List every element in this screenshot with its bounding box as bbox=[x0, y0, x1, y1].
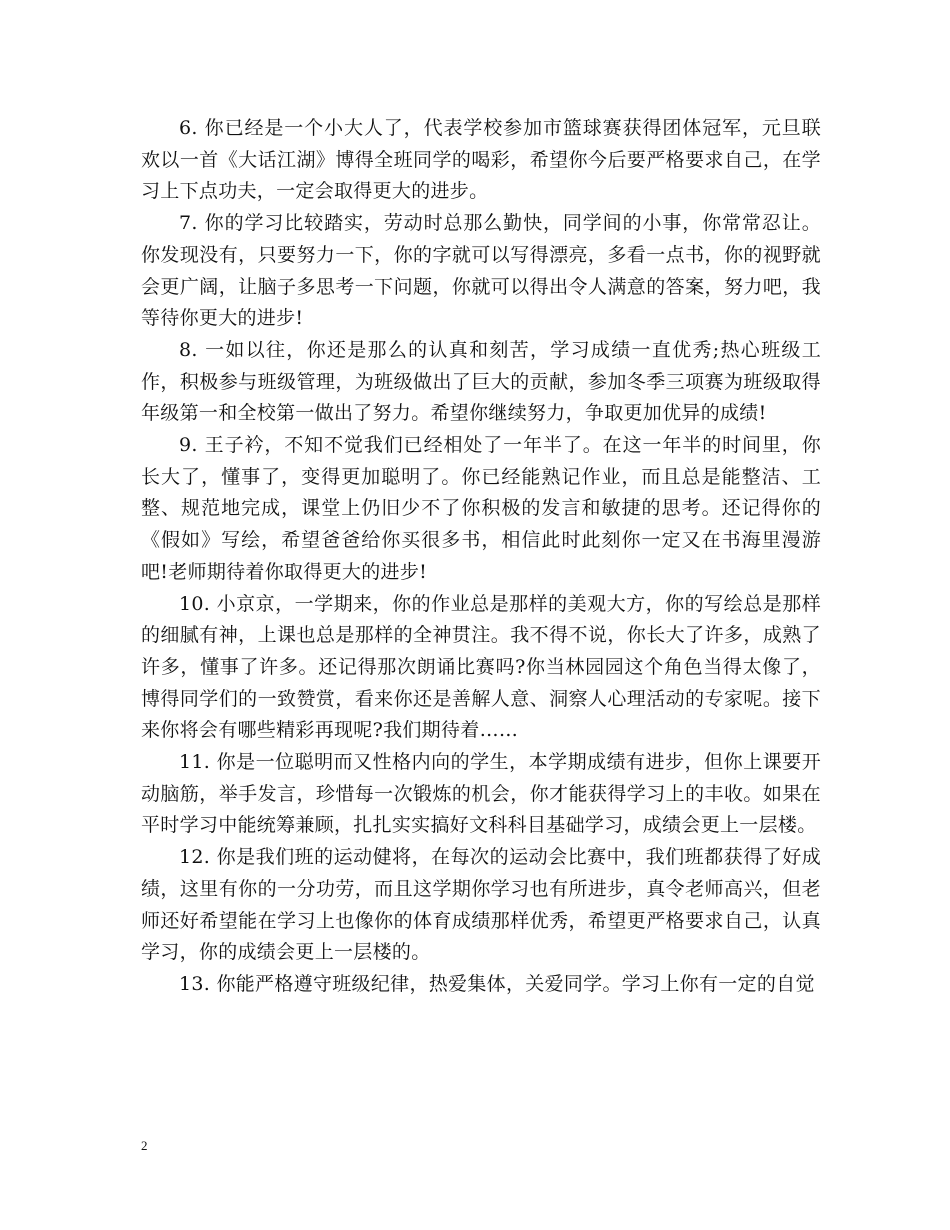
page-number: 2 bbox=[141, 1138, 148, 1153]
document-body bbox=[141, 113, 821, 1001]
comment-paragraph-8: 8. 一如以往，你还是那么的认真和刻苦，学习成绩一直优秀;热心班级工作，积极参与班级管理，为班级做出了巨大的贡献，参加冬季三项赛为班级取得年级第一和全校第一做出了努力。希望你继续努力，争取更加优异的成绩! bbox=[141, 338, 821, 425]
comment-paragraph-7: 7. 你的学习比较踏实，劳动时总那么勤快，同学间的小事，你常常忍让。你发现没有，只要努力一下，你的字就可以写得漂亮，多看一点书，你的视野就会更广阔，让脑子多思考一下问题，你就可以得出令人满意的答案，努力吧，我等待你更大的进步! bbox=[141, 212, 821, 330]
comment-paragraph-10: 10. 小京京，一学期来，你的作业总是那样的美观大方，你的写绘总是那样的细腻有神，上课也总是那样的全神贯注。我不得不说，你长大了许多，成熟了许多，懂事了许多。还记得那次朗诵比赛吗?你当林园园这个角色当得太像了，博得同学们的一致赞赏，看来你还是善解人意、洞察人心理活动的专家呢。接下来你将会有哪些精彩再现呢?我们期待着…… bbox=[141, 592, 821, 742]
comment-paragraph-13: 13. 你能严格遵守班级纪律，热爱集体，关爱同学。学习上你有一定的自觉 bbox=[179, 972, 815, 995]
comment-paragraph-12: 12. 你是我们班的运动健将，在每次的运动会比赛中，我们班都获得了好成绩，这里有你的一分功劳，而且这学期你学习也有所进步，真令老师高兴，但老师还好希望能在学习上也像你的体育成绩那样优秀，希望更严格要求自己，认真学习，你的成绩会更上一层楼的。 bbox=[141, 846, 821, 964]
comment-paragraph-9: 9. 王子衿，不知不觉我们已经相处了一年半了。在这一年半的时间里，你长大了，懂事了，变得更加聪明了。你已经能熟记作业，而且总是能整洁、工整、规范地完成，课堂上仍旧少不了你积极的发言和敏捷的思考。还记得你的《假如》写绘，希望爸爸给你买很多书，相信此时此刻你一定又在书海里漫游吧!老师期待着你取得更大的进步! bbox=[141, 434, 821, 583]
comment-paragraph-11: 11. 你是一位聪明而又性格内向的学生，本学期成绩有进步，但你上课要开动脑筋，举手发言，珍惜每一次锻炼的机会，你才能获得学习上的丰收。如果在平时学习中能统筹兼顾，扎扎实实搞好文科科目基础学习，成绩会更上一层楼。 bbox=[141, 751, 821, 837]
comment-paragraph-6: 6. 你已经是一个小大人了，代表学校参加市篮球赛获得团体冠军，元旦联欢以一首《大话江湖》博得全班同学的喝彩，希望你今后要严格要求自己，在学习上下点功夫，一定会取得更大的进步。 bbox=[141, 117, 821, 203]
